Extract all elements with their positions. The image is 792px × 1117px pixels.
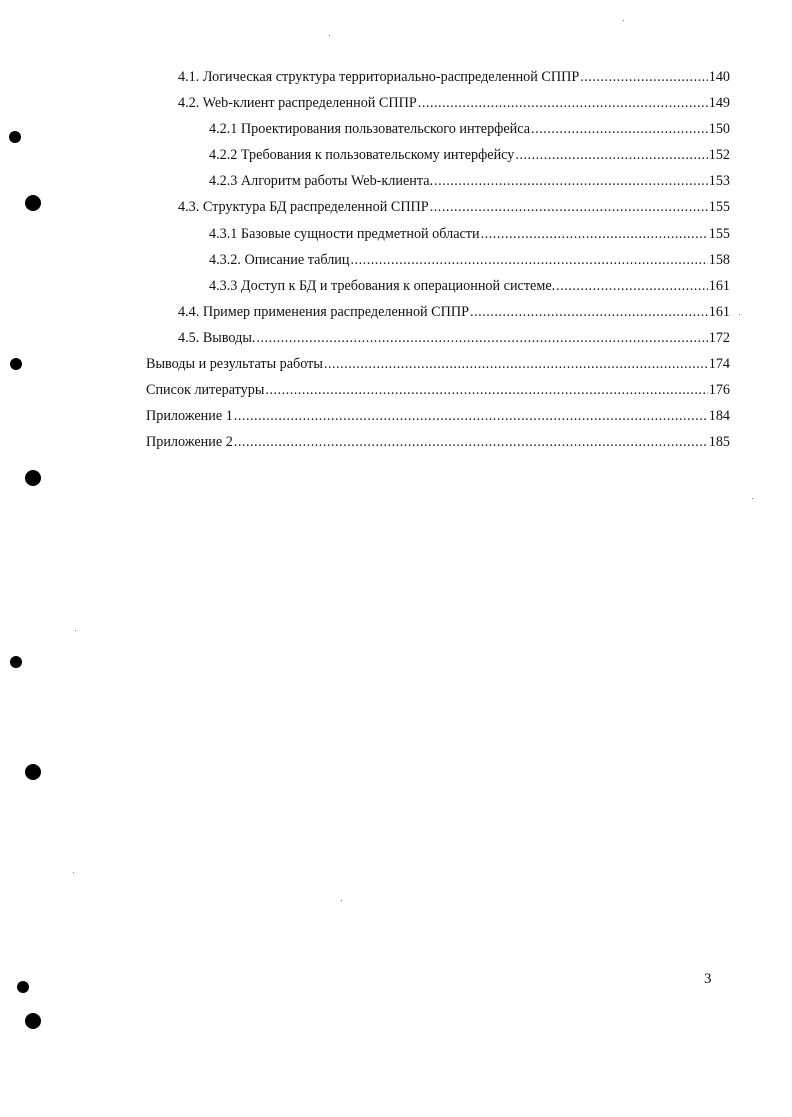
toc-entry-page: 172 — [708, 330, 730, 346]
toc-entry-page: 185 — [708, 434, 730, 450]
dot-leader — [556, 277, 708, 295]
toc-entry-title: 4.2.2 Требования к пользовательскому интерфейсу — [209, 147, 515, 163]
toc-entry-title: 4.1. Логическая структура территориально-распределенной СППР — [178, 69, 580, 85]
dot-leader — [234, 407, 708, 425]
toc-entry-4-3 — [178, 198, 730, 216]
punch-hole — [10, 358, 22, 370]
scan-speck — [341, 900, 342, 901]
punch-hole — [25, 764, 41, 780]
toc-entry-page: 158 — [708, 252, 730, 268]
toc-entry-appendix-2 — [146, 433, 730, 451]
toc-entry-page: 184 — [708, 408, 730, 424]
scan-speck — [75, 630, 76, 631]
dot-leader — [430, 198, 708, 216]
toc-entry-4-1 — [178, 68, 730, 86]
punch-hole — [25, 195, 41, 211]
toc-entry-title: 4.2.3 Алгоритм работы Web-клиента. — [209, 173, 434, 189]
toc-entry-page: 150 — [708, 121, 730, 137]
toc-entry-4-3-1 — [209, 225, 730, 243]
dot-leader — [580, 68, 707, 86]
toc-entry-4-4 — [178, 303, 730, 321]
punch-hole — [25, 470, 41, 486]
toc-entry-4-3-2 — [209, 251, 730, 269]
toc-entry-page: 161 — [708, 304, 730, 320]
toc-entry-4-2 — [178, 94, 730, 112]
scan-speck — [329, 35, 330, 36]
scan-speck — [73, 872, 74, 873]
toc-entry-4-2-3 — [209, 172, 730, 190]
toc-entry-page: 174 — [708, 356, 730, 372]
toc-entry-page: 176 — [708, 382, 730, 398]
toc-entry-page: 149 — [708, 95, 730, 111]
toc-entry-title: 4.3.3 Доступ к БД и требования к операционной системе. — [209, 278, 556, 294]
toc-entry-title: Выводы и результаты работы — [146, 356, 323, 372]
toc-entry-4-3-3 — [209, 277, 730, 295]
toc-entry-title: 4.2. Web-клиент распределенной СППР — [178, 95, 417, 111]
scan-speck — [752, 498, 753, 499]
dot-leader — [481, 225, 708, 243]
toc-entry-4-5 — [178, 329, 730, 347]
toc-entry-references — [146, 381, 730, 399]
toc-entry-title: 4.3.1 Базовые сущности предметной области — [209, 226, 480, 242]
toc-entry-title: Приложение 2 — [146, 434, 233, 450]
punch-hole — [9, 131, 21, 143]
toc-entry-title: 4.3. Структура БД распределенной СППР — [178, 199, 429, 215]
dot-leader — [515, 146, 707, 164]
toc-entry-page: 152 — [708, 147, 730, 163]
scan-speck — [739, 314, 740, 315]
dot-leader — [351, 251, 708, 269]
toc-entry-title: 4.3.2. Описание таблиц — [209, 252, 350, 268]
dot-leader — [531, 120, 708, 138]
toc-entry-4-2-1 — [209, 120, 730, 138]
toc-entry-title: Список литературы — [146, 382, 265, 398]
dot-leader — [256, 329, 707, 347]
toc-entry-title: 4.2.1 Проектирования пользовательского интерфейса — [209, 121, 531, 137]
toc-entry-4-2-2 — [209, 146, 730, 164]
dot-leader — [434, 172, 708, 190]
toc-entry-title: 4.5. Выводы. — [178, 330, 256, 346]
toc-entry-page: 155 — [708, 226, 730, 242]
toc-entry-page: 140 — [708, 69, 730, 85]
dot-leader — [418, 94, 708, 112]
toc-entry-appendix-1 — [146, 407, 730, 425]
punch-hole — [25, 1013, 41, 1029]
toc-entry-page: 155 — [708, 199, 730, 215]
dot-leader — [470, 303, 708, 321]
scan-speck — [623, 20, 624, 21]
toc-entry-title: 4.4. Пример применения распределенной СППР — [178, 304, 470, 320]
punch-hole — [17, 981, 29, 993]
toc-entry-page: 161 — [708, 278, 730, 294]
toc-entry-title: Приложение 1 — [146, 408, 233, 424]
dot-leader — [324, 355, 708, 373]
dot-leader — [234, 433, 708, 451]
punch-hole — [10, 656, 22, 668]
toc-entry-conclusions — [146, 355, 730, 373]
toc-entry-page: 153 — [708, 173, 730, 189]
dot-leader — [265, 381, 707, 399]
page-number: 3 — [704, 971, 712, 987]
